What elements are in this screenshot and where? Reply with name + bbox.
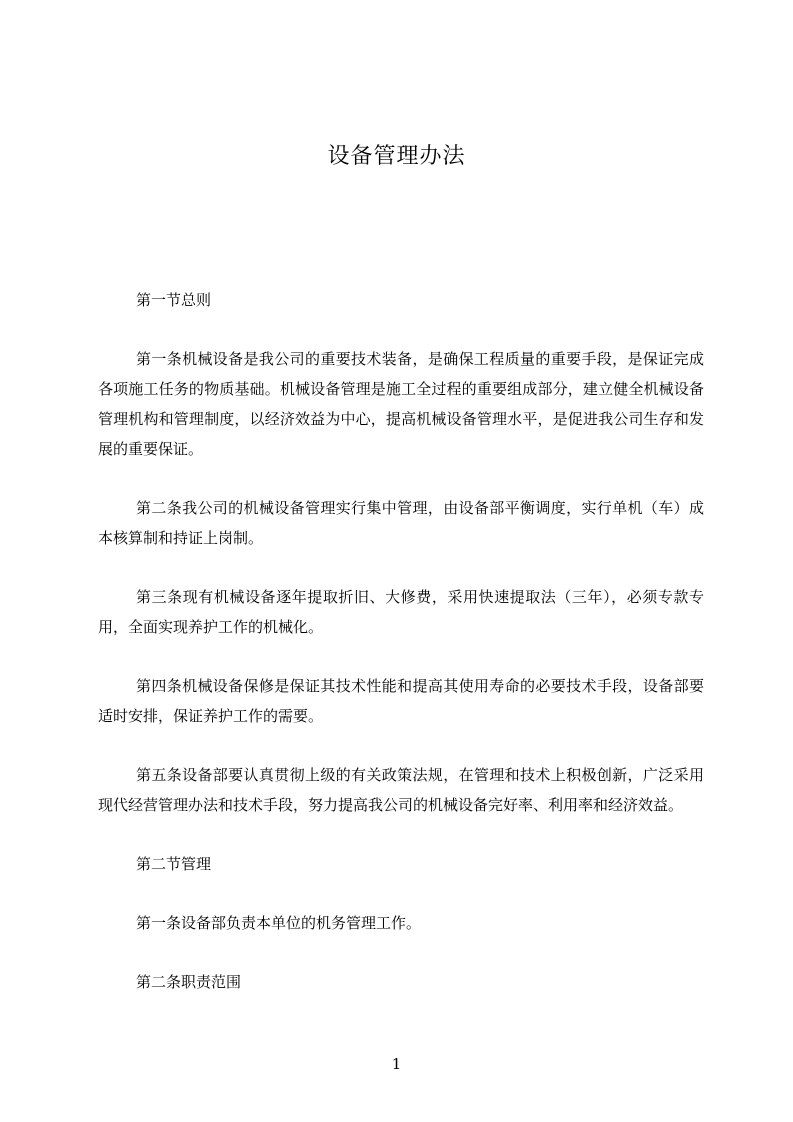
- document-title: 设备管理办法: [327, 144, 466, 169]
- article-2-general: 第二条我公司的机械设备管理实行集中管理，由设备部平衡调度，实行单机（车）成本核算制和持证上岗制。: [98, 499, 704, 547]
- article-1-management: 第一条设备部负责本单位的机务管理工作。: [136, 914, 422, 932]
- article-4-general: 第四条机械设备保修是保证其技术性能和提高其使用寿命的必要技术手段，设备部要适时安排，保证养护工作的需要。: [98, 677, 704, 725]
- section-heading-general: 第一节总则: [136, 291, 212, 309]
- article-2-management: 第二条职责范围: [136, 973, 242, 991]
- section-heading-management: 第二节管理: [136, 855, 212, 873]
- article-3-general: 第三条现有机械设备逐年提取折旧、大修费，采用快速提取法（三年），必须专款专用，全面实现养护工作的机械化。: [98, 588, 704, 636]
- article-5-general: 第五条设备部要认真贯彻上级的有关政策法规，在管理和技术上积极创新，广泛采用现代经营管理办法和技术手段，努力提高我公司的机械设备完好率、利用率和经济效益。: [98, 766, 704, 814]
- document-body: [98, 285, 704, 1026]
- page-number: 1: [391, 1055, 402, 1073]
- article-1-general: 第一条机械设备是我公司的重要技术装备，是确保工程质量的重要手段，是保证完成各项施工任务的物质基础。机械设备管理是施工全过程的重要组成部分，建立健全机械设备管理机构和管理制度，以经济效益为中心，提高机械设备管理水平，是促进我公司生存和发展的重要保证。: [98, 350, 704, 458]
